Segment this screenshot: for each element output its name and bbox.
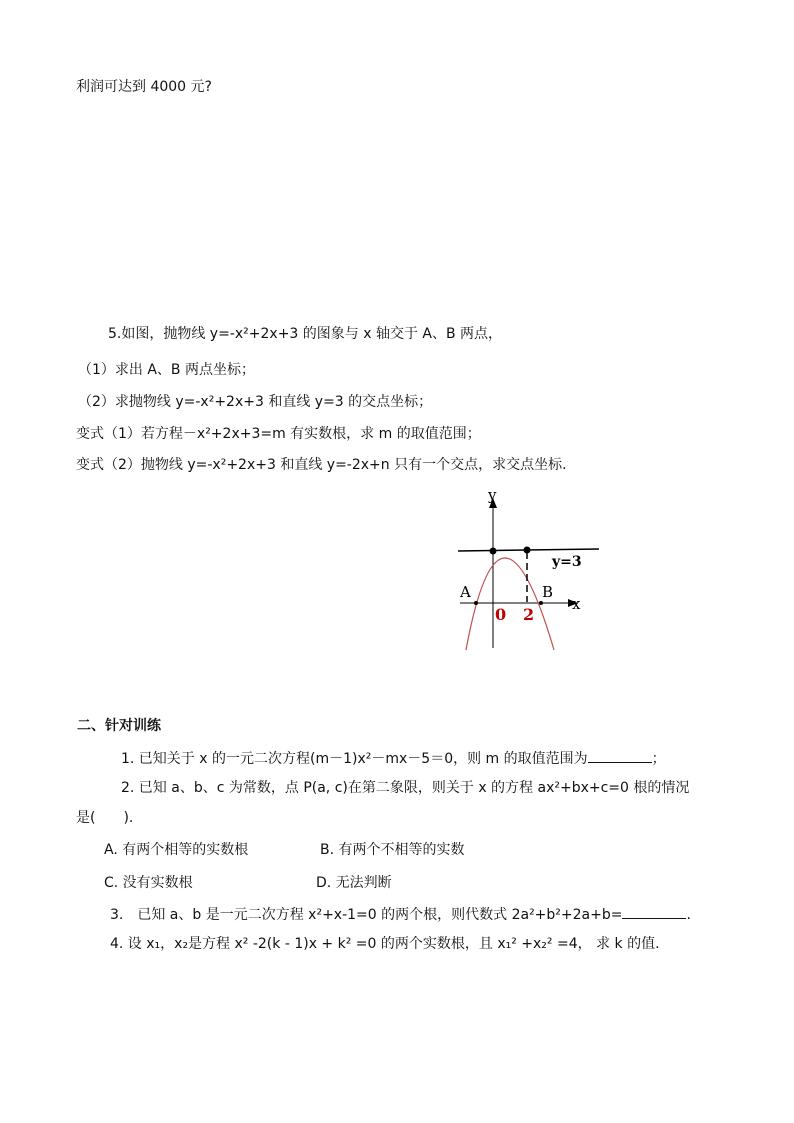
exercise-1-end: ； (651, 751, 666, 767)
option-b: B. 有两个不相等的实数 (320, 842, 465, 858)
problem5-q1: （1）求出 A、B 两点坐标； (78, 362, 255, 378)
parabola-graph (448, 486, 608, 656)
tick-2-label: 2 (523, 605, 535, 624)
exercise-4: 4. 设 x₁，x₂是方程 x² -2(k - 1)x + k² =0 的两个实数根，且 x₁² +x₂² =4， 求 k 的值. (110, 936, 660, 952)
exercise-1 (121, 748, 666, 769)
problem5-stem: 5.如图，抛物线 y=-x²+2x+3 的图象与 x 轴交于 A、B 两点， (108, 326, 503, 342)
exercise-3-end: . (686, 907, 691, 923)
x-axis-label: x (572, 595, 581, 613)
option-c: C. 没有实数根 (104, 875, 193, 891)
problem5-q2: （2）求抛物线 y=-x²+2x+3 和直线 y=3 的交点坐标； (78, 394, 433, 410)
exercise-3-text: 3. 已知 a、b 是一元二次方程 x²+x-1=0 的两个根，则代数式 2a²+b²+2a+b= (110, 907, 623, 923)
point-b-dot (539, 601, 543, 605)
y-axis-label: y (488, 486, 497, 504)
problem5-variant1: 变式（1）若方程－x²+2x+3=m 有实数根，求 m 的取值范围； (76, 426, 481, 442)
exercise-1-text: 1. 已知关于 x 的一元二次方程(m－1)x²－mx－5＝0，则 m 的取值范围为 (121, 751, 588, 767)
tick-0-label: 0 (495, 605, 507, 624)
exercise-3-blank (622, 904, 686, 919)
problem5-variant2: 变式（2）抛物线 y=-x²+2x+3 和直线 y=-2x+n 只有一个交点，求交点坐标. (76, 457, 567, 473)
point-a-label: A (460, 583, 471, 601)
intro-tail-text: 利润可达到 4000 元? (76, 79, 212, 95)
exercise-1-blank (588, 748, 652, 763)
line-y-equals-3-label: y=3 (552, 554, 582, 570)
point-b-label: B (542, 583, 554, 601)
exercise-2-line1: 2. 已知 a、b、c 为常数，点 P(a, c)在第二象限，则关于 x 的方程 ax²+bx+c=0 根的情况 (121, 780, 690, 796)
exercise-2-line2: 是( ). (76, 810, 134, 826)
intersection-point-left (490, 548, 497, 555)
point-a-dot (474, 601, 478, 605)
intersection-point-right (524, 547, 531, 554)
option-d: D. 无法判断 (316, 875, 392, 891)
option-a: A. 有两个相等的实数根 (104, 842, 249, 858)
section-title: 二、针对训练 (77, 718, 161, 734)
exercise-3 (110, 904, 691, 925)
